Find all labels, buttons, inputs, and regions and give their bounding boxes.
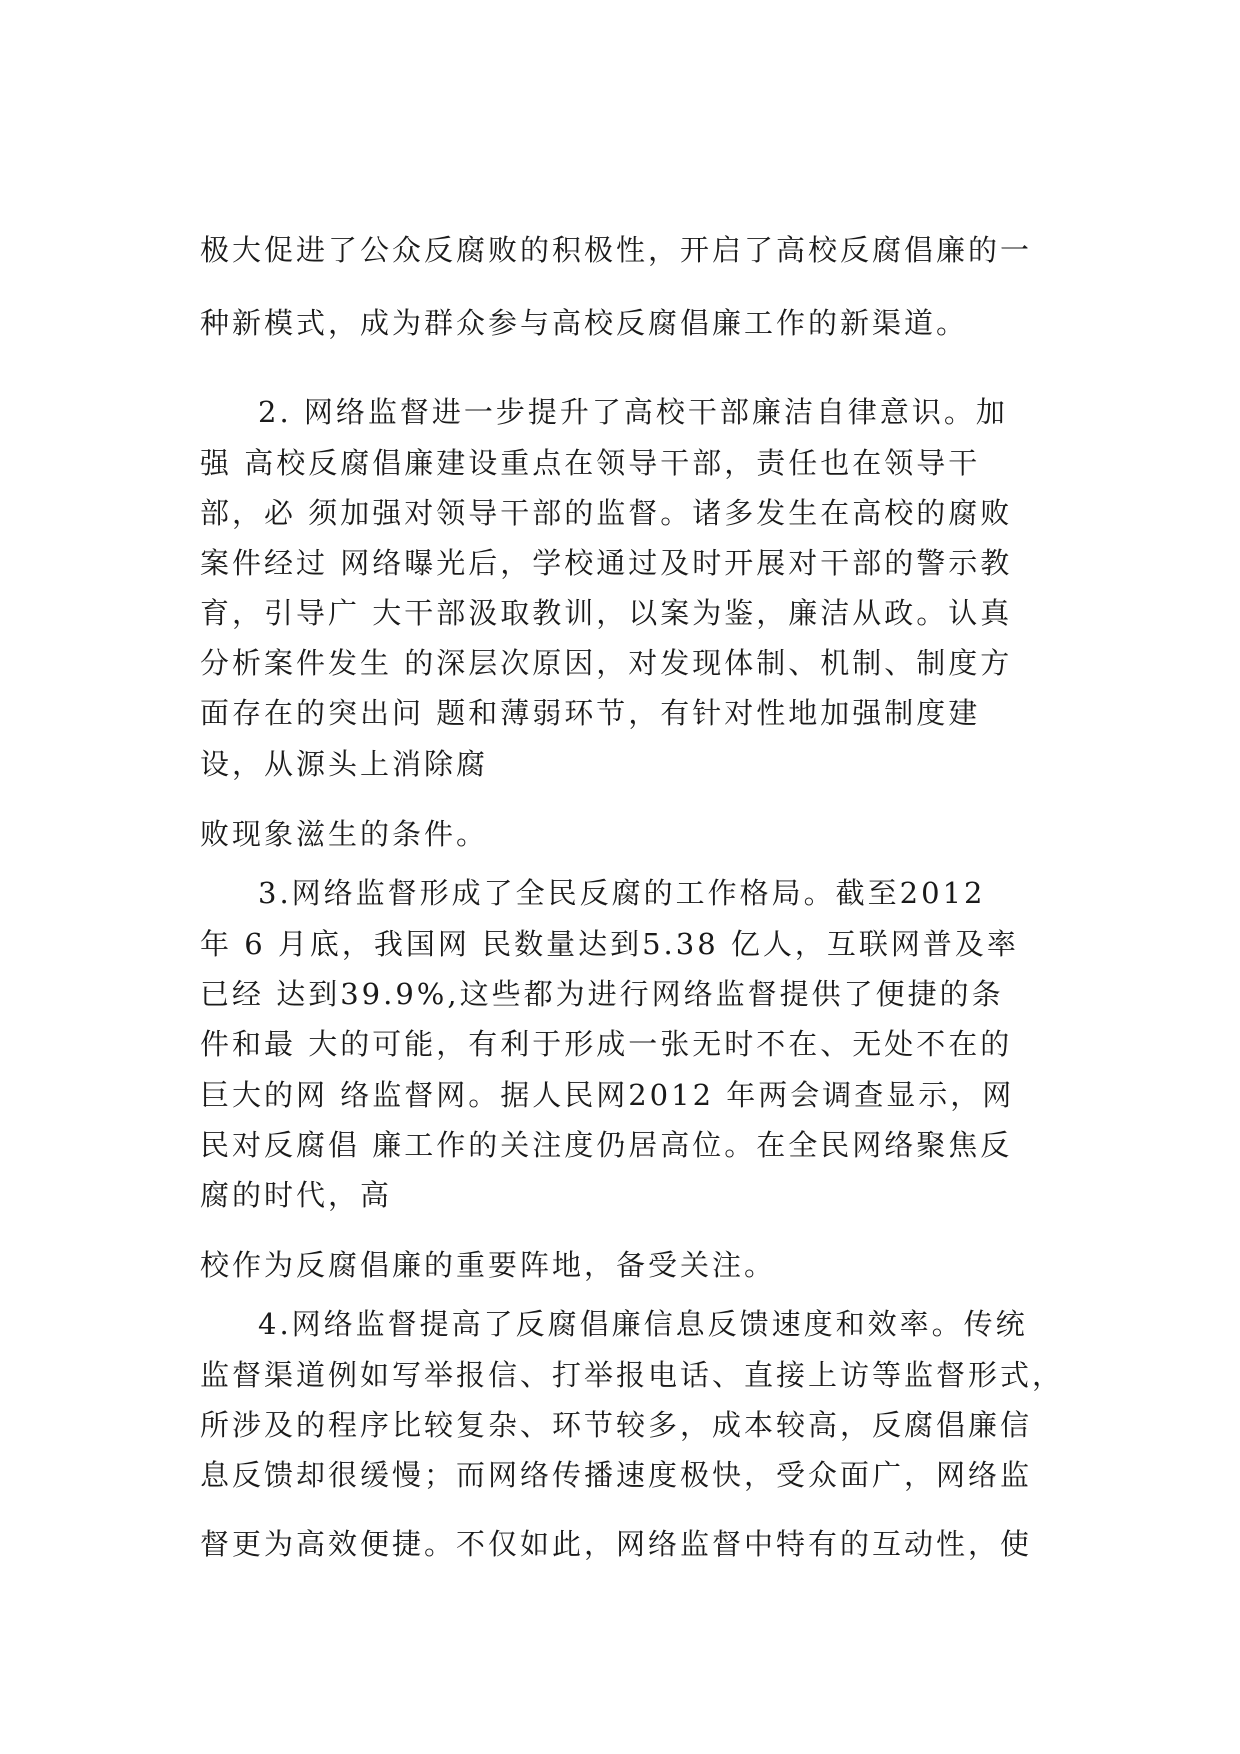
- paragraph-3-first-line: 3.网络监督形成了全民反腐的工作格局。截至2012: [258, 876, 986, 910]
- text-line-2: 种新模式，成为群众参与高校反腐倡廉工作的新渠道。: [200, 306, 969, 340]
- text-line-16: 巨大的网 络监督网。据人民网2012 年两会调查显示，网: [200, 1078, 1015, 1112]
- text-line-6: 案件经过 网络曝光后，学校通过及时开展对干部的警示教: [200, 546, 1013, 580]
- text-line-1: 极大促进了公众反腐败的积极性，开启了高校反腐倡廉的一: [200, 233, 1033, 267]
- text-line-4: 强 高校反腐倡廉建设重点在领导干部，责任也在领导干: [200, 446, 981, 480]
- paragraph-2-first-line: 2. 网络监督进一步提升了高校干部廉洁自律意识。加: [258, 395, 1008, 429]
- text-line-11: 败现象滋生的条件。: [200, 817, 489, 851]
- text-line-13: 年 6 月底，我国网 民数量达到5.38 亿人，互联网普及率: [200, 927, 1019, 961]
- text-line-23: 息反馈却很缓慢；而网络传播速度极快，受众面广，网络监: [200, 1458, 1033, 1492]
- text-line-24: 督更为高效便捷。不仅如此，网络监督中特有的互动性，使: [200, 1527, 1033, 1561]
- text-line-5: 部，必 须加强对领导干部的监督。诸多发生在高校的腐败: [200, 496, 1013, 530]
- text-line-8: 分析案件发生 的深层次原因，对发现体制、机制、制度方: [200, 646, 1013, 680]
- text-line-17: 民对反腐倡 廉工作的关注度仍居高位。在全民网络聚焦反: [200, 1128, 1013, 1162]
- text-line-22: 所涉及的程序比较复杂、环节较多，成本较高，反腐倡廉信: [200, 1408, 1033, 1442]
- text-line-10: 设，从源头上消除腐: [200, 747, 489, 781]
- text-line-21: 监督渠道例如写举报信、打举报电话、直接上访等监督形式，: [200, 1358, 1065, 1392]
- text-line-9: 面存在的突出问 题和薄弱环节，有针对性地加强制度建: [200, 696, 981, 730]
- text-line-14: 已经 达到39.9%,这些都为进行网络监督提供了便捷的条: [200, 977, 1004, 1011]
- paragraph-4-first-line: 4.网络监督提高了反腐倡廉信息反馈速度和效率。传统: [258, 1307, 1028, 1341]
- text-line-18: 腐的时代，高: [200, 1178, 393, 1212]
- text-line-7: 育，引导广 大干部汲取教训，以案为鉴，廉洁从政。认真: [200, 596, 1013, 630]
- text-line-15: 件和最 大的可能，有利于形成一张无时不在、无处不在的: [200, 1027, 1013, 1061]
- text-line-19: 校作为反腐倡廉的重要阵地，备受关注。: [200, 1248, 777, 1282]
